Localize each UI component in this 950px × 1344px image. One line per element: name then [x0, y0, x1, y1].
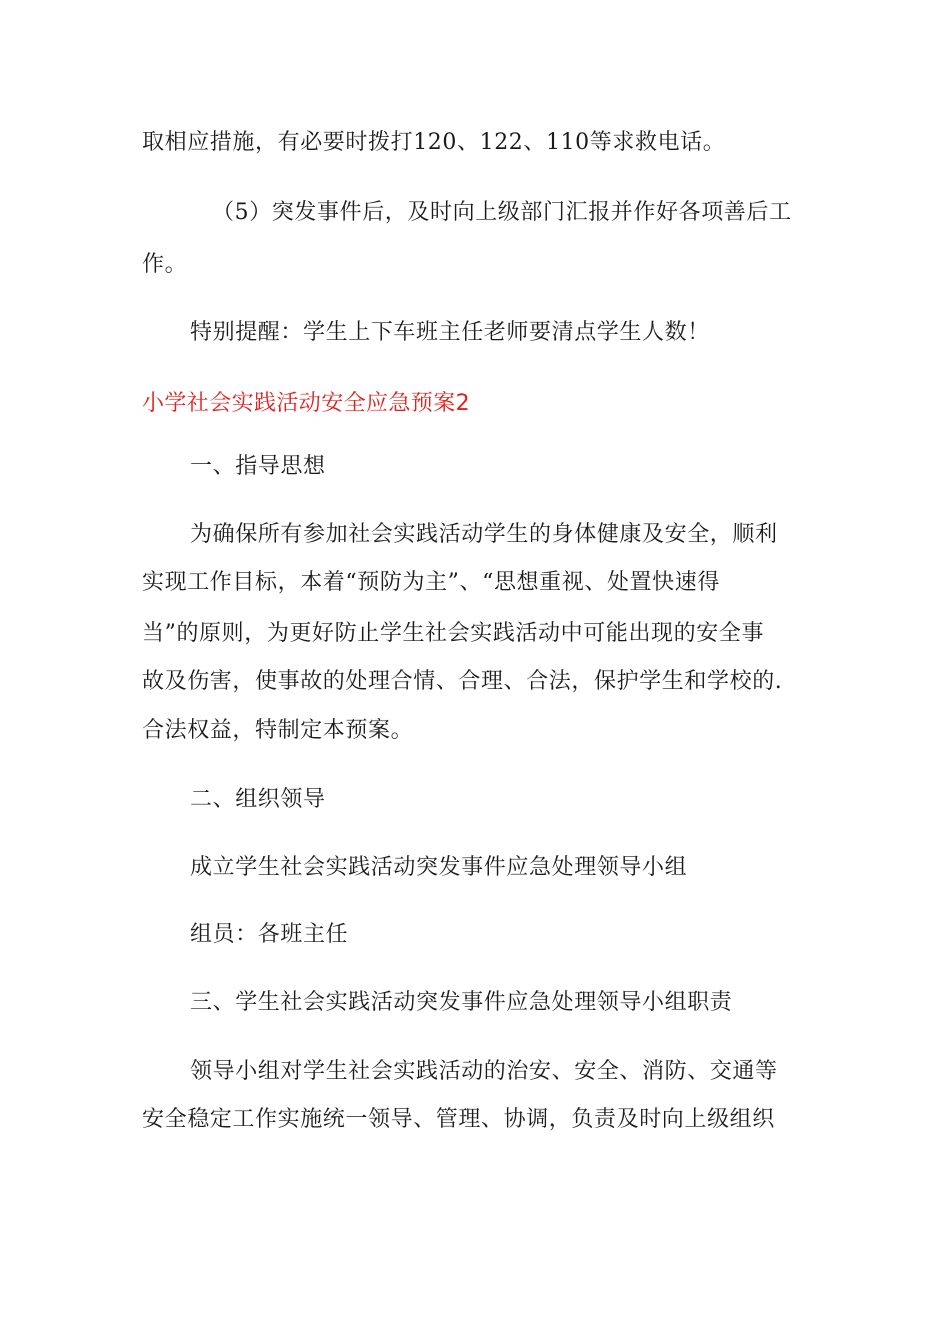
section-heading: 小学社会实践活动安全应急预案2 [142, 391, 470, 416]
text-line: 三、学生社会实践活动突发事件应急处理领导小组职责 [190, 990, 733, 1015]
text-line: 一、指导思想 [190, 454, 326, 479]
text-line: 成立学生社会实践活动突发事件应急处理领导小组 [190, 855, 688, 880]
text-line: 为确保所有参加社会实践活动学生的身体健康及安全，顺利 [190, 522, 778, 547]
text-line: 实现工作目标，本着“预防为主”、“思想重视、处置快速得 [142, 570, 720, 595]
text-line: 安全稳定工作实施统一领导、管理、协调，负责及时向上级组织 [142, 1107, 775, 1132]
text-line: （5）突发事件后，及时向上级部门汇报并作好各项善后工 [212, 200, 792, 225]
text-line: 合法权益，特制定本预案。 [142, 718, 414, 743]
text-line: 二、组织领导 [190, 787, 326, 812]
text-line: 取相应措施，有必要时拨打120、122、110等求救电话。 [142, 130, 726, 155]
text-line: 组员：各班主任 [190, 922, 349, 947]
text-line: 故及伤害，使事故的处理合情、合理、合法，保护学生和学校的. [142, 669, 783, 694]
text-line: 当”的原则，为更好防止学生社会实践活动中可能出现的安全事 [142, 621, 765, 646]
text-line: 作。 [142, 252, 188, 277]
text-line: 领导小组对学生社会实践活动的治安、安全、消防、交通等 [190, 1059, 778, 1084]
text-line: 特别提醒：学生上下车班主任老师要清点学生人数！ [190, 320, 710, 345]
